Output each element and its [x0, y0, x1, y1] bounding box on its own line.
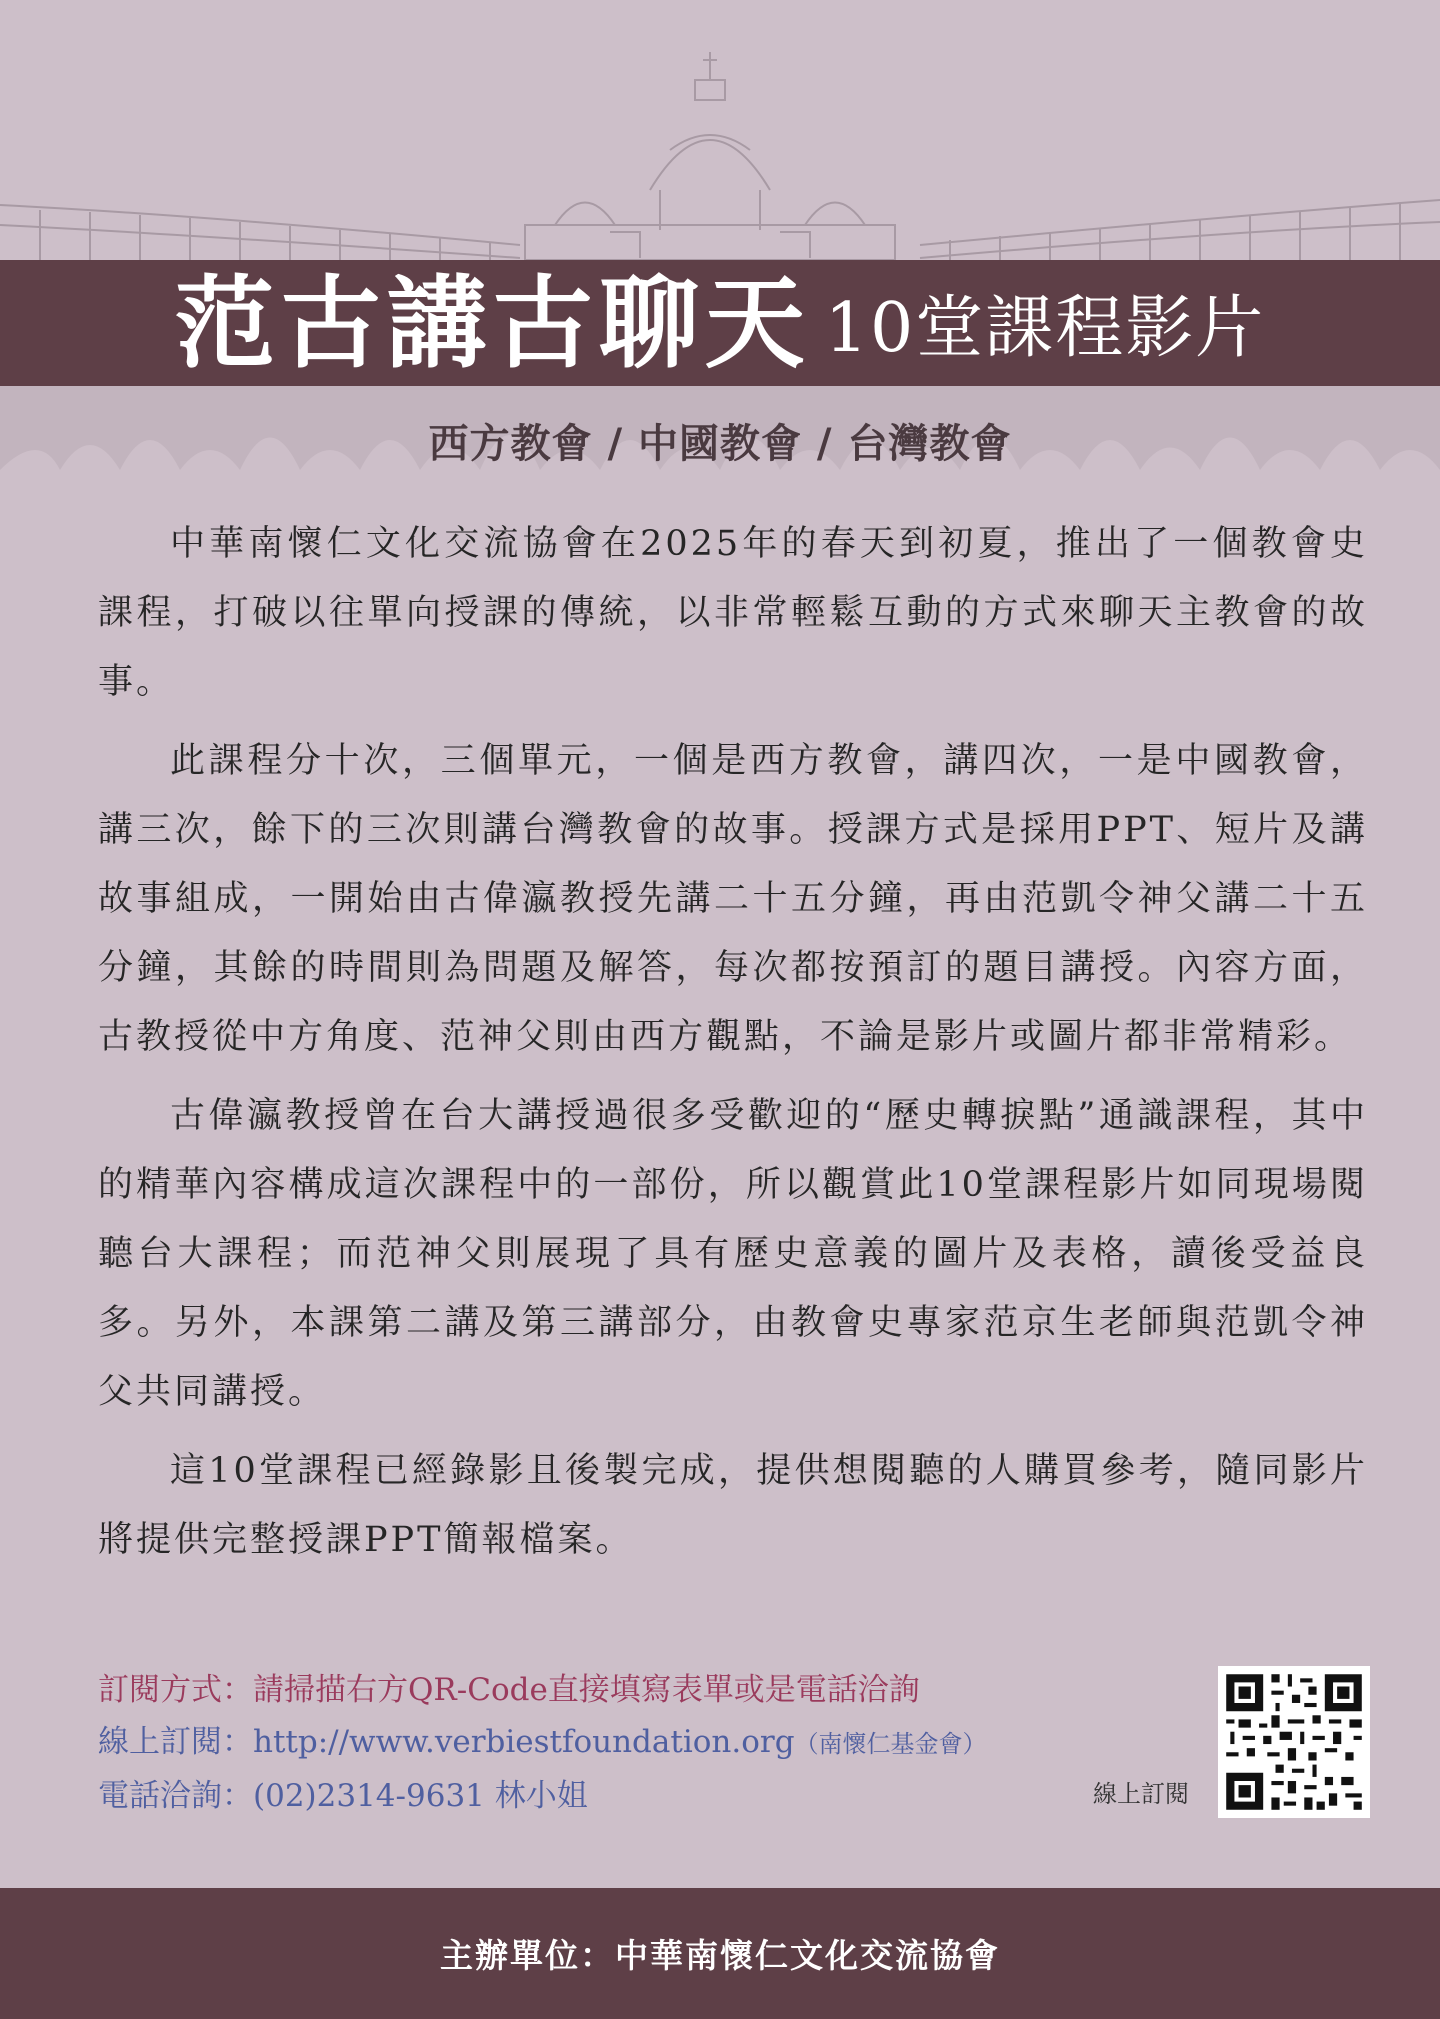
paragraph-4: 這10堂課程已經錄影且後製完成，提供想閱聽的人購買參考，隨同影片將提供完整授課PPT簡報檔案。 — [98, 1451, 1368, 1560]
title-band — [0, 260, 1440, 386]
title-main: 范古講古聊天 — [174, 264, 811, 382]
online-order — [98, 1716, 1158, 1770]
qr-label: 線上訂閱 — [1093, 1780, 1189, 1808]
qr-code-icon[interactable] — [1218, 1666, 1370, 1818]
paragraph-1: 中華南懷仁文化交流協會在2025年的春天到初夏，推出了一個教會史課程，打破以往單向授課的傳統，以非常輕鬆互動的方式來聊天主教會的故事。 — [98, 524, 1368, 702]
subtitle: 西方教會 / 中國教會 / 台灣教會 — [428, 421, 1012, 467]
phone-inquiry: 電話洽詢：(02)2314-9631 林小姐 — [98, 1778, 588, 1814]
order-method: 訂閱方式：請掃描右方QR-Code直接填寫表單或是電話洽詢 — [98, 1672, 920, 1708]
online-url-link[interactable]: http://www.verbiestfoundation.org — [253, 1724, 795, 1760]
title-sub: 10堂課程影片 — [824, 289, 1266, 368]
contact-info — [98, 1664, 1158, 1822]
paragraph-3: 古偉瀛教授曾在台大講授過很多受歡迎的“歷史轉捩點”通識課程，其中的精華內容構成這次課程中的一部份，所以觀賞此10堂課程影片如同現場閱聽台大課程；而范神父則展現了具有歷史意義的圖片及表格，讀後受益良多。另外，本課第二講及第三講部分，由教會史專家范京生老師與范凱令神父共同講授。 — [98, 1096, 1368, 1412]
online-label: 線上訂閱： — [98, 1724, 253, 1760]
organizer: 主辦單位：中華南懷仁文化交流協會 — [440, 1936, 1000, 1975]
footer-band — [0, 1888, 1440, 2019]
paragraph-2: 此課程分十次，三個單元，一個是西方教會，講四次，一是中國教會，講三次，餘下的三次則講台灣教會的故事。授課方式是採用PPT、短片及講故事組成，一開始由古偉瀛教授先講二十五分鐘，再由范凱令神父講二十五分鐘，其餘的時間則為問題及解答，每次都按預訂的題目講授。內容方面，古教授從中方角度、范神父則由西方觀點，不論是影片或圖片都非常精彩。 — [98, 741, 1368, 1057]
cathedral-sketch-illustration — [0, 0, 1440, 480]
body-text — [98, 510, 1368, 1585]
online-note: （南懷仁基金會） — [794, 1730, 987, 1758]
